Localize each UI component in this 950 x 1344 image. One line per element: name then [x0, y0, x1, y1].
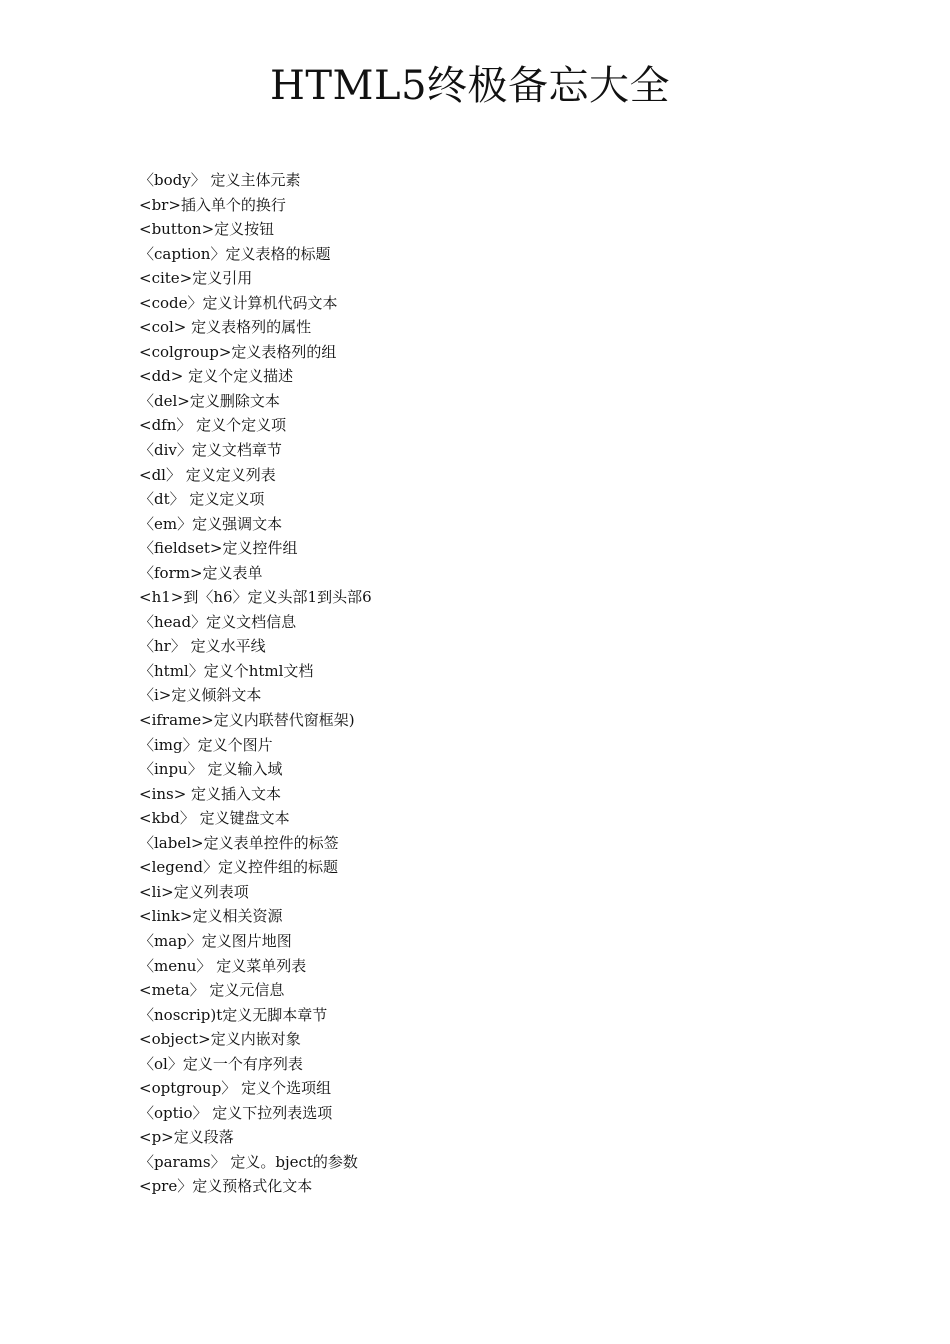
list-item: <br>插入单个的换行 — [139, 195, 286, 214]
list-item: <code〉定义计算机代码文本 — [139, 293, 338, 312]
list-item: 〈form>定义表单 — [139, 563, 263, 582]
list-item: <dfn〉 定义个定义项 — [139, 416, 287, 435]
list-item: <colgroup>定义表格列的组 — [139, 342, 337, 361]
list-item: <meta〉 定义元信息 — [139, 981, 285, 1000]
list-item: 〈em〉定义强调文本 — [139, 514, 283, 533]
tag-definition-list — [139, 168, 559, 1199]
list-item: <button>定义按钮 — [139, 220, 275, 239]
list-item: <legend〉定义控件组的标题 — [139, 858, 338, 877]
list-item: 〈dt〉 定义定义项 — [139, 490, 265, 509]
list-item: <ins> 定义插入文本 — [139, 784, 282, 803]
list-item: 〈body〉 定义主体元素 — [139, 171, 301, 189]
list-item: <pre〉定义预格式化文本 — [139, 1177, 313, 1196]
list-item: <p>定义段落 — [139, 1128, 234, 1147]
list-item: 〈i>定义倾斜文本 — [139, 686, 262, 705]
list-item: 〈noscrip)t定义无脚本章节 — [139, 1005, 328, 1024]
list-item: 〈caption〉定义表格的标题 — [139, 244, 331, 263]
list-item: 〈html〉定义个html文档 — [139, 661, 314, 680]
list-item: 〈head〉定义文档信息 — [139, 612, 297, 631]
list-item: 〈del>定义删除文本 — [139, 391, 280, 410]
list-item: 〈fieldset>定义控件组 — [139, 539, 298, 558]
list-item: <iframe>定义内联替代窗框架) — [139, 711, 355, 730]
list-item: 〈hr〉 定义水平线 — [139, 637, 266, 656]
list-item: 〈div〉定义文档章节 — [139, 441, 282, 460]
list-item: <li>定义列表项 — [139, 882, 249, 901]
list-item: <dd> 定义个定义描述 — [139, 367, 294, 386]
list-item: <dl〉 定义定义列表 — [139, 465, 276, 484]
list-item: 〈label>定义表单控件的标签 — [139, 833, 339, 852]
list-item: <col> 定义表格列的属性 — [139, 318, 312, 337]
list-item: <h1>到〈h6〉定义头部1到头部6 — [139, 588, 372, 607]
list-item: 〈params〉 定义。bject的参数 — [139, 1152, 358, 1171]
list-item: 〈inpu〉 定义输入域 — [139, 760, 283, 779]
list-item: <cite>定义引用 — [139, 269, 253, 288]
list-item: 〈map〉定义图片地图 — [139, 931, 292, 950]
list-item: <kbd〉 定义键盘文本 — [139, 809, 290, 828]
list-item: <optgroup〉 定义个选项组 — [139, 1079, 332, 1098]
list-item: 〈menu〉 定义菜单列表 — [139, 956, 307, 975]
list-item: <object>定义内嵌对象 — [139, 1030, 301, 1049]
document-title: HTML5终极备忘大全 — [269, 63, 671, 109]
list-item: <link>定义相关资源 — [139, 907, 283, 926]
list-item: 〈optio〉 定义下拉列表选项 — [139, 1103, 333, 1122]
list-item: 〈img〉定义个图片 — [139, 735, 273, 754]
list-item: 〈ol〉定义一个有序列表 — [139, 1054, 303, 1073]
